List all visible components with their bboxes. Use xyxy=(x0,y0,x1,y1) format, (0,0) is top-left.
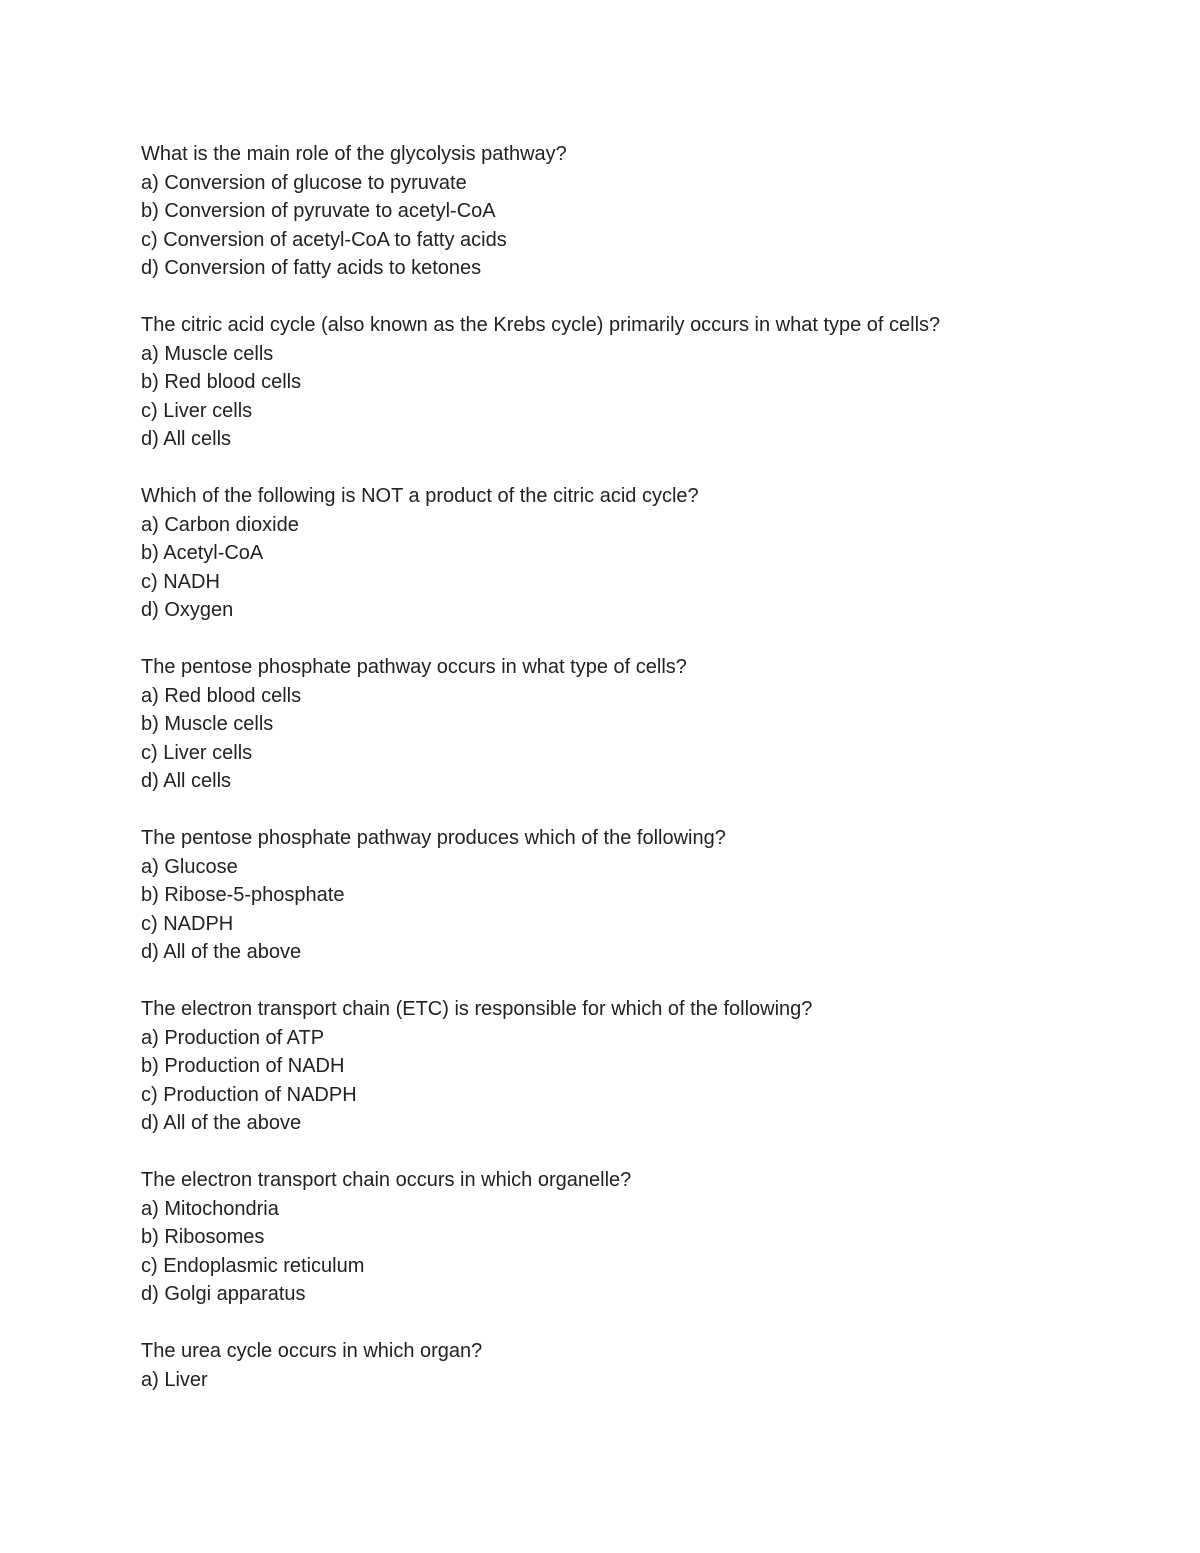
answer-option: c) Liver cells xyxy=(141,399,253,422)
answer-option: b) Ribose-5-phosphate xyxy=(141,884,345,906)
answer-option: d) Oxygen xyxy=(141,599,234,621)
answer-option: b) Acetyl-CoA xyxy=(141,542,264,564)
question-block xyxy=(141,1166,1141,1309)
answer-option: c) Liver cells xyxy=(141,741,253,764)
answer-option: a) Carbon dioxide xyxy=(141,513,299,536)
question-text: The electron transport chain occurs in which organelle? xyxy=(141,1169,632,1191)
answer-option: b) Red blood cells xyxy=(141,371,302,393)
question-block xyxy=(141,482,1141,625)
answer-option: c) NADPH xyxy=(141,912,234,935)
answer-option: c) Production of NADPH xyxy=(141,1083,357,1106)
answer-option: b) Conversion of pyruvate to acetyl-CoA xyxy=(141,200,496,222)
question-block xyxy=(141,653,1141,796)
question-text: The urea cycle occurs in which organ? xyxy=(141,1340,483,1362)
answer-option: a) Conversion of glucose to pyruvate xyxy=(141,171,467,194)
question-text: The electron transport chain (ETC) is responsible for which of the following? xyxy=(141,998,813,1020)
question-text: The pentose phosphate pathway produces which of the following? xyxy=(141,827,726,849)
answer-option: a) Red blood cells xyxy=(141,684,302,707)
answer-option: a) Glucose xyxy=(141,855,238,878)
answer-option: d) All of the above xyxy=(141,1112,302,1134)
answer-option: a) Liver xyxy=(141,1368,208,1391)
question-text: Which of the following is NOT a product of the citric acid cycle? xyxy=(141,485,699,507)
answer-option: d) Conversion of fatty acids to ketones xyxy=(141,257,482,279)
question-block xyxy=(141,824,1141,967)
question-block xyxy=(141,995,1141,1138)
question-block xyxy=(141,140,1141,283)
answer-option: c) Endoplasmic reticulum xyxy=(141,1254,365,1277)
question-block xyxy=(141,1337,1141,1394)
question-block xyxy=(141,311,1141,454)
answer-option: b) Ribosomes xyxy=(141,1226,265,1248)
answer-option: d) All of the above xyxy=(141,941,302,963)
question-text: What is the main role of the glycolysis pathway? xyxy=(141,143,567,165)
quiz-content xyxy=(141,140,1141,1423)
answer-option: b) Muscle cells xyxy=(141,713,274,735)
answer-option: d) All cells xyxy=(141,428,232,450)
answer-option: a) Mitochondria xyxy=(141,1197,279,1220)
answer-option: d) All cells xyxy=(141,770,232,792)
question-text: The pentose phosphate pathway occurs in what type of cells? xyxy=(141,656,687,678)
answer-option: c) NADH xyxy=(141,570,220,593)
question-text: The citric acid cycle (also known as the Krebs cycle) primarily occurs in what type of cells? xyxy=(141,314,941,336)
answer-option: d) Golgi apparatus xyxy=(141,1283,306,1305)
answer-option: a) Production of ATP xyxy=(141,1026,325,1049)
answer-option: c) Conversion of acetyl-CoA to fatty acids xyxy=(141,228,507,251)
answer-option: b) Production of NADH xyxy=(141,1055,345,1077)
answer-option: a) Muscle cells xyxy=(141,342,274,365)
